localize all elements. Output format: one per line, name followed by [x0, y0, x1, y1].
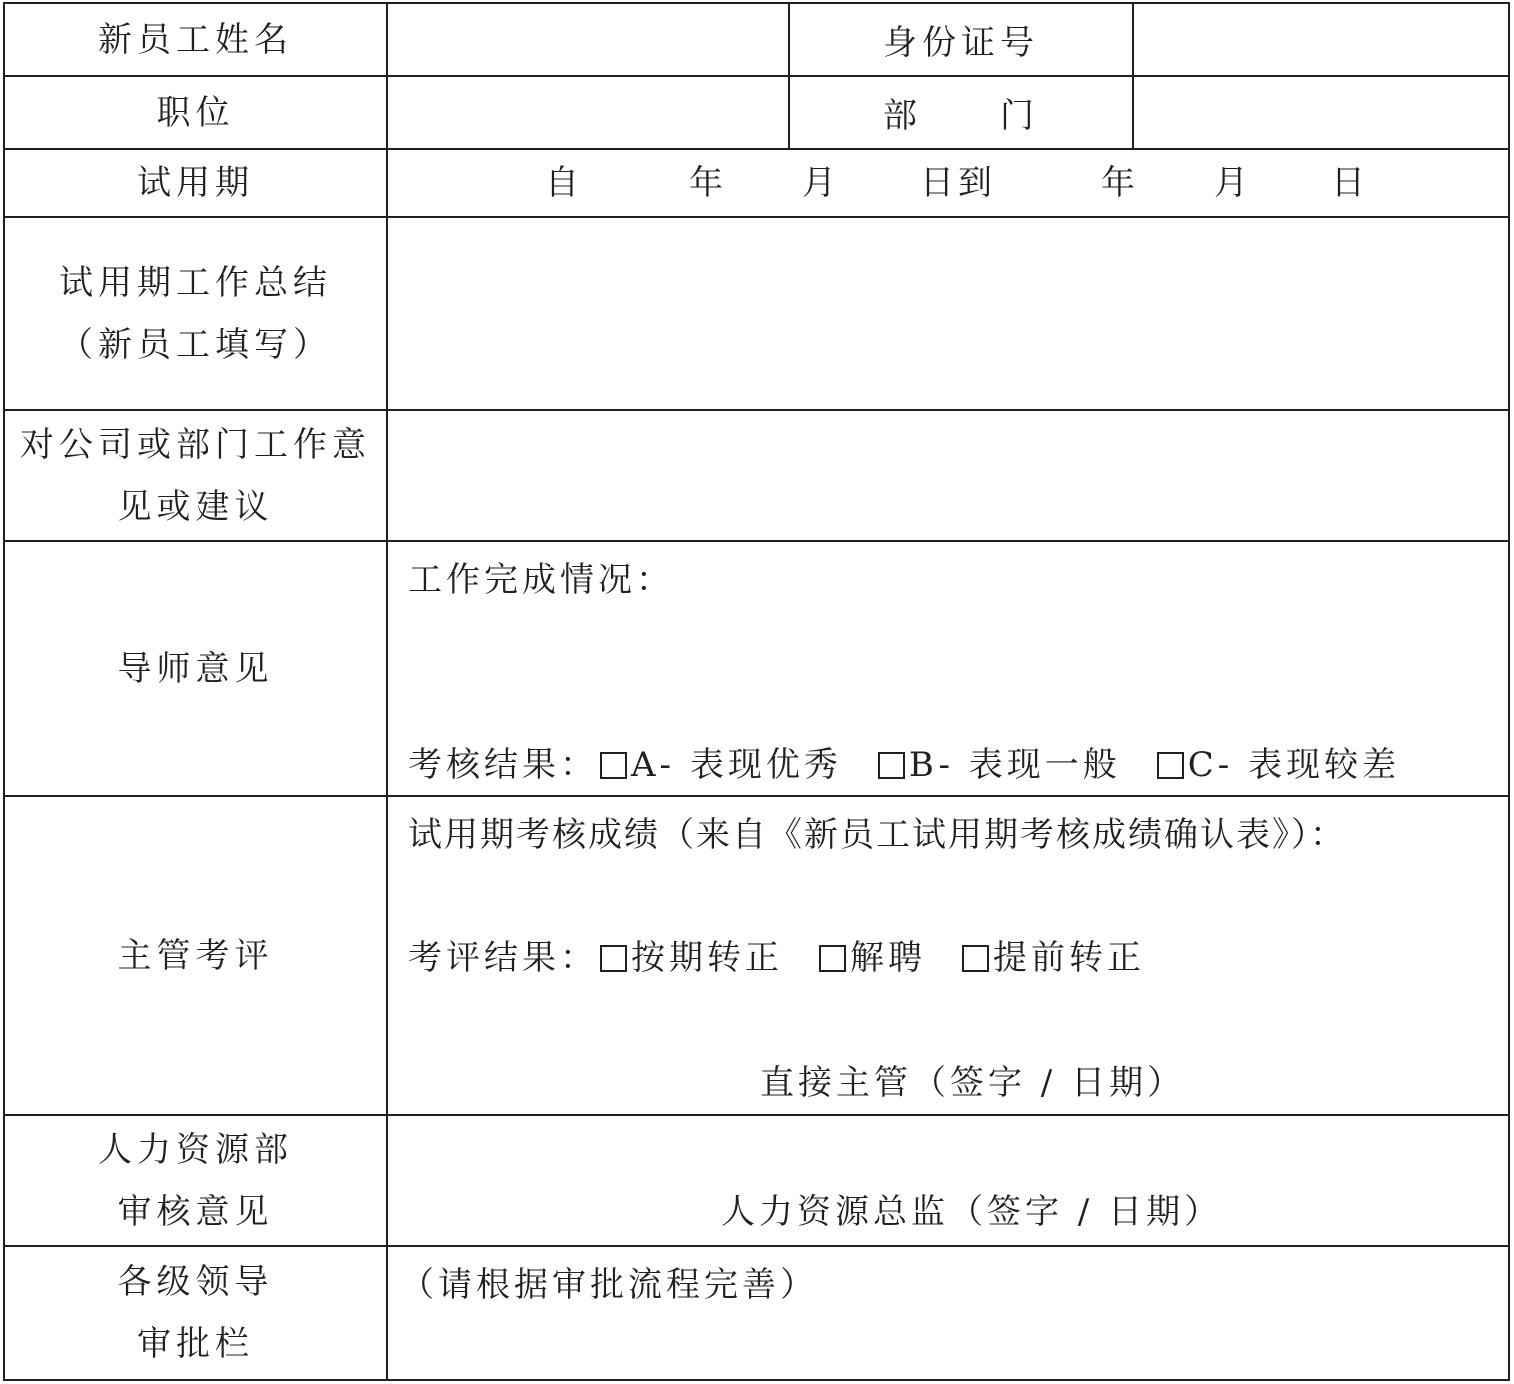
id-number-field[interactable] — [1134, 4, 1508, 75]
date-day-to-word: 日到 — [920, 163, 996, 203]
supervisor-signature-label: 直接主管（签字 / 日期） — [760, 1063, 1186, 1103]
supervisor-result-line: 考评结果： 按期转正 解聘 提前转正 — [408, 938, 1145, 978]
option-b-average[interactable]: B- 表现一般 — [876, 745, 1121, 785]
option-early-confirm[interactable]: 提前转正 — [960, 938, 1145, 978]
row-supervisor-evaluation — [5, 797, 1508, 1116]
checkbox-b[interactable] — [878, 752, 905, 779]
hr-signature-label: 人力资源总监（签字 / 日期） — [721, 1192, 1223, 1232]
probation-label: 试用期 — [5, 150, 388, 216]
mentor-result-line: 考核结果： A- 表现优秀 B- 表现一般 C- 表现较差 — [408, 745, 1401, 785]
checkbox-c[interactable] — [1157, 752, 1184, 779]
date-year2-word: 年 — [1101, 163, 1139, 203]
row-name — [5, 4, 1508, 77]
date-month1-word: 月 — [802, 163, 840, 203]
checkbox-regular[interactable] — [600, 945, 627, 972]
name-label: 新员工姓名 — [5, 4, 388, 75]
work-summary-label: 试用期工作总结 （新员工填写） — [5, 218, 388, 409]
probation-review-form — [3, 2, 1510, 1381]
approval-note: （请根据审批流程完善） — [400, 1265, 818, 1305]
row-probation-period — [5, 150, 1508, 218]
suggestions-field[interactable] — [388, 411, 1508, 540]
mentor-opinion-label: 导师意见 — [5, 542, 388, 795]
row-mentor-opinion — [5, 542, 1508, 797]
department-label: 部 门 — [790, 77, 1134, 148]
option-dismiss[interactable]: 解聘 — [817, 938, 926, 978]
date-from-word: 自 — [545, 163, 583, 203]
work-completion-label: 工作完成情况： — [408, 560, 674, 600]
date-year1-word: 年 — [689, 163, 727, 203]
option-a-excellent[interactable]: A- 表现优秀 — [598, 745, 842, 785]
checkbox-a[interactable] — [600, 752, 627, 779]
row-position — [5, 77, 1508, 150]
hr-review-field[interactable] — [388, 1116, 1508, 1245]
supervisor-evaluation-field[interactable] — [388, 797, 1508, 1114]
option-regular-confirm[interactable]: 按期转正 — [598, 938, 783, 978]
row-suggestions — [5, 411, 1508, 542]
mentor-opinion-field[interactable] — [388, 542, 1508, 795]
row-work-summary — [5, 218, 1508, 411]
date-month2-word: 月 — [1214, 163, 1252, 203]
probation-score-label: 试用期考核成绩（来自《新员工试用期考核成绩确认表》）： — [408, 815, 1346, 855]
probation-dates-field[interactable] — [388, 150, 1508, 216]
date-day2-word: 日 — [1331, 163, 1369, 203]
name-field[interactable] — [388, 4, 790, 75]
supervisor-evaluation-label: 主管考评 — [5, 797, 388, 1114]
hr-review-label: 人力资源部 审核意见 — [5, 1116, 388, 1245]
suggestions-label: 对公司或部门工作意 见或建议 — [5, 411, 388, 540]
leader-approval-field[interactable] — [388, 1247, 1508, 1379]
position-field[interactable] — [388, 77, 790, 148]
position-label: 职位 — [5, 77, 388, 148]
leader-approval-label: 各级领导 审批栏 — [5, 1247, 388, 1379]
department-field[interactable] — [1134, 77, 1508, 148]
checkbox-dismiss[interactable] — [819, 945, 846, 972]
checkbox-early[interactable] — [962, 945, 989, 972]
work-summary-field[interactable] — [388, 218, 1508, 409]
row-leader-approval — [5, 1247, 1508, 1379]
id-number-label: 身份证号 — [790, 4, 1134, 75]
row-hr-review — [5, 1116, 1508, 1247]
option-c-poor[interactable]: C- 表现较差 — [1155, 745, 1400, 785]
